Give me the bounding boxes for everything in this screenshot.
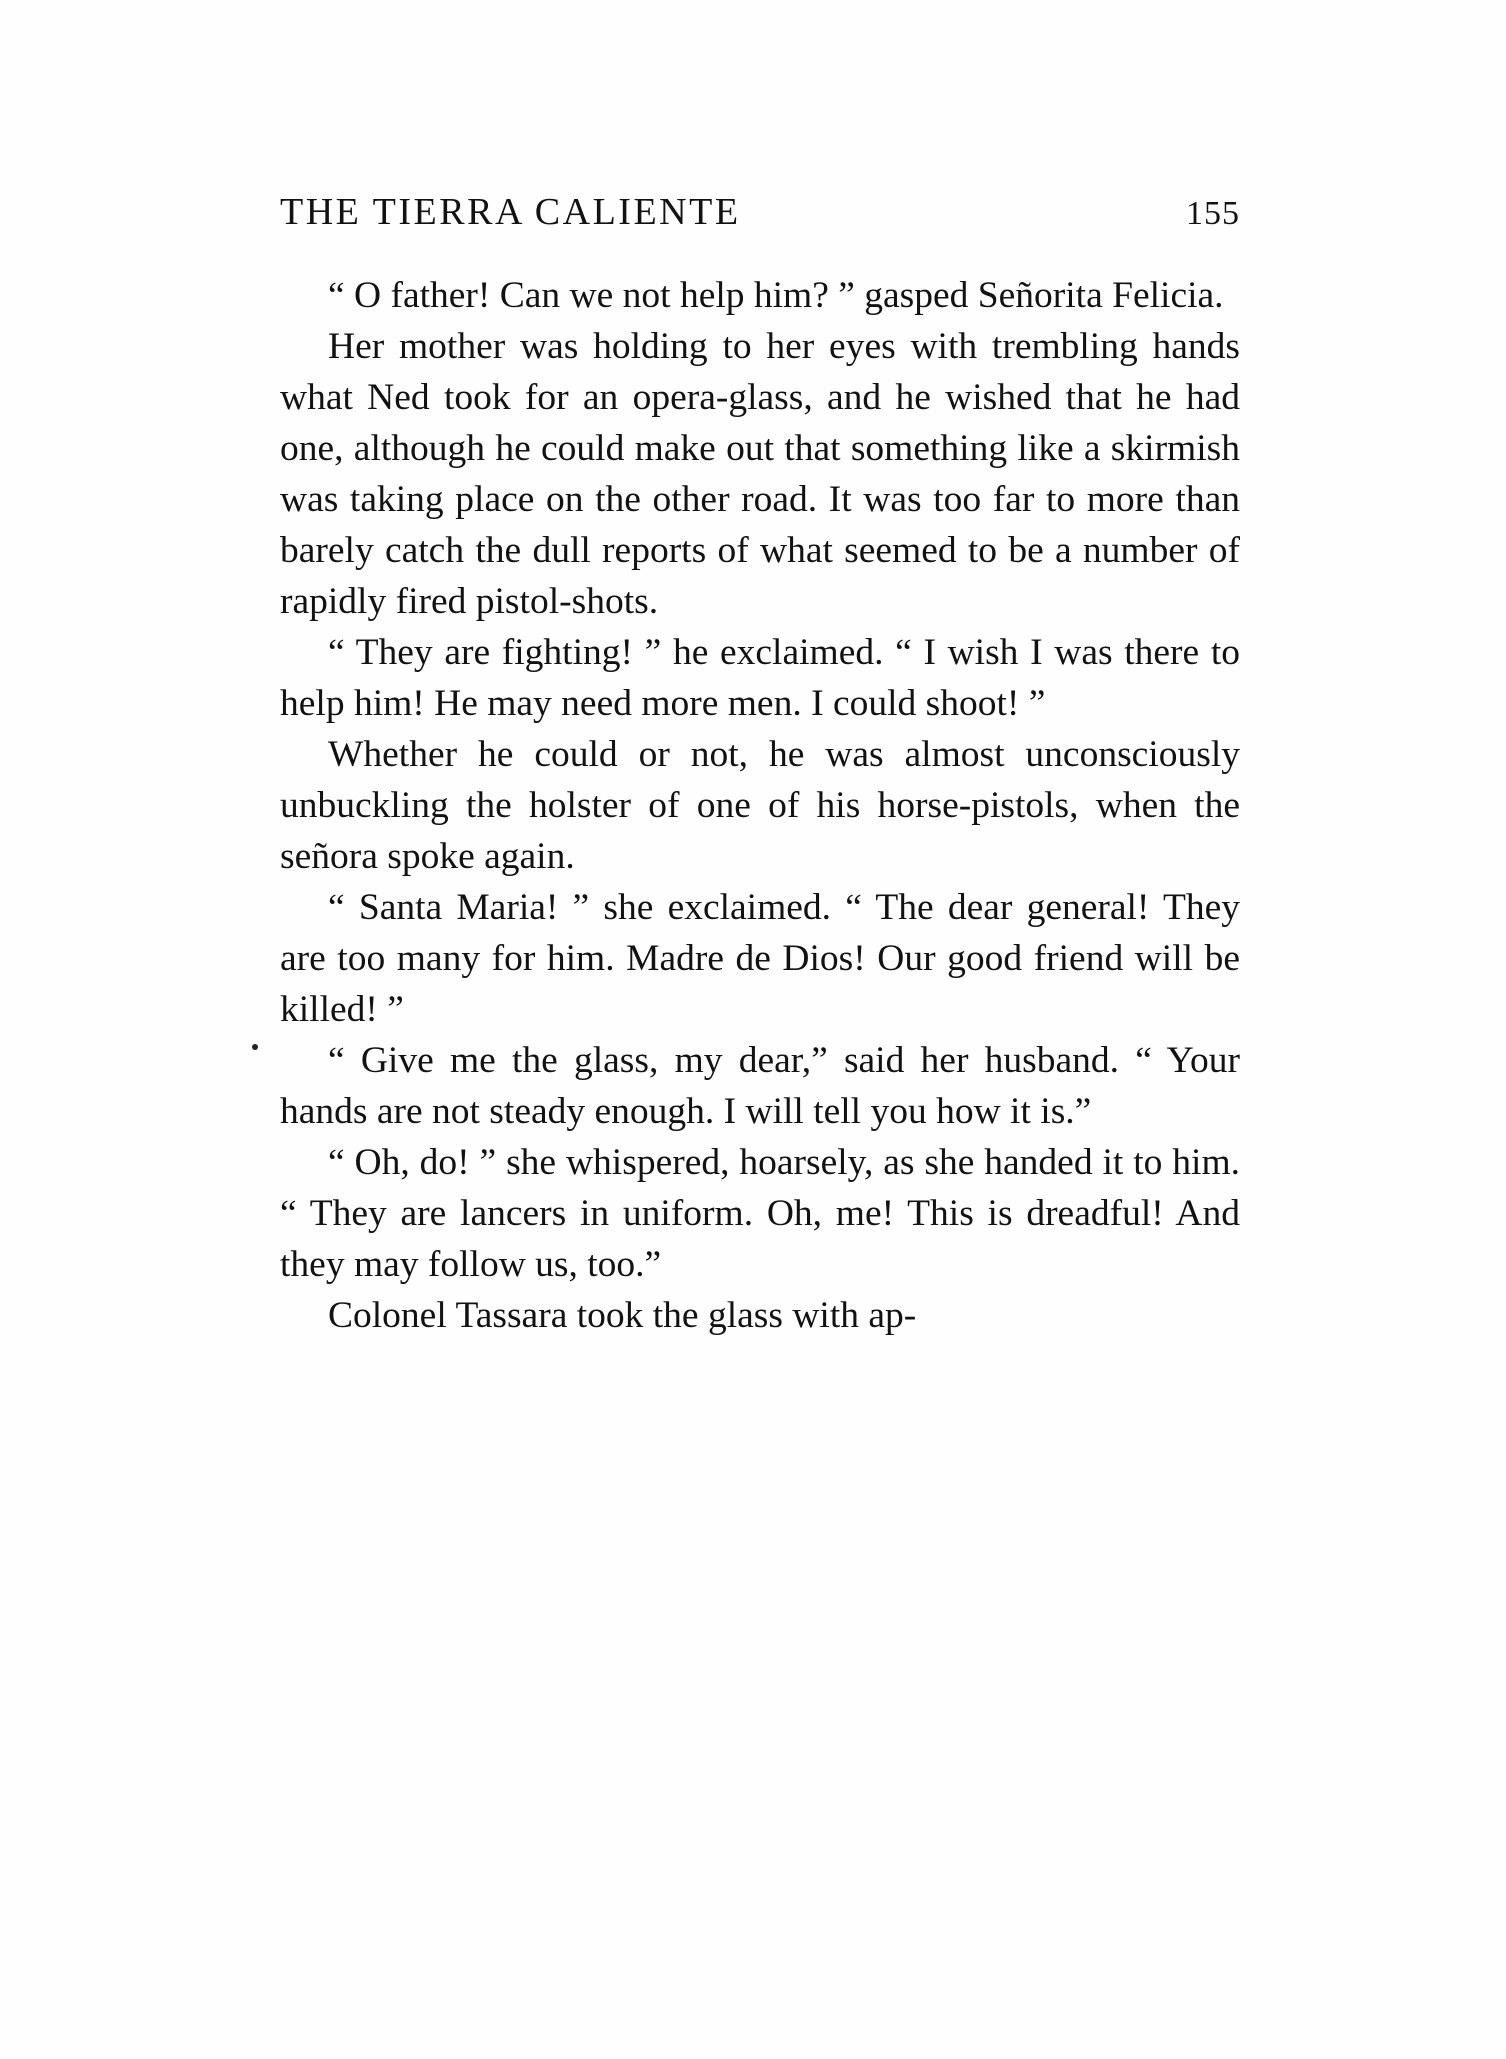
- paragraph: “ O father! Can we not help him? ” gasped Señorita Felicia.: [328, 275, 1224, 316]
- paragraph: “ Give me the glass, my dear,” said her husband. “ Your hands are not steady enough. I will tell you how it is.”: [280, 1040, 1240, 1132]
- paragraph: Whether he could or not, he was almost unconsciously unbuckling the holster of one of his horse-pistols, when the señora spoke again.: [280, 734, 1240, 877]
- paragraph: “ Oh, do! ” she whispered, hoarsely, as she handed it to him. “ They are lancers in uniform. Oh, me! This is dreadful! And they may follow us, too.”: [280, 1142, 1240, 1285]
- page-title: THE TIERRA CALIENTE: [280, 191, 741, 233]
- ink-speck: [252, 1044, 258, 1050]
- paragraph: Her mother was holding to her eyes with trembling hands what Ned took for an opera-glass, and he wished that he had one, although he could make out that something like a skirmish was taking place on the other road. It was too far to more than barely catch the dull reports of what seemed to be a number of rapidly fired pistol-shots.: [280, 326, 1240, 622]
- page-content: [280, 190, 1240, 1341]
- paragraph: “ Santa Maria! ” she exclaimed. “ The dear general! They are too many for him. Madre de Dios! Our good friend will be killed! ”: [280, 887, 1240, 1030]
- page-number: 155: [1186, 195, 1240, 232]
- running-head: [280, 190, 1240, 234]
- paragraph: Colonel Tassara took the glass with ap-: [328, 1295, 917, 1336]
- paragraph: “ They are fighting! ” he exclaimed. “ I wish I was there to help him! He may need more men. I could shoot! ”: [280, 632, 1240, 724]
- body-text: [280, 270, 1240, 1341]
